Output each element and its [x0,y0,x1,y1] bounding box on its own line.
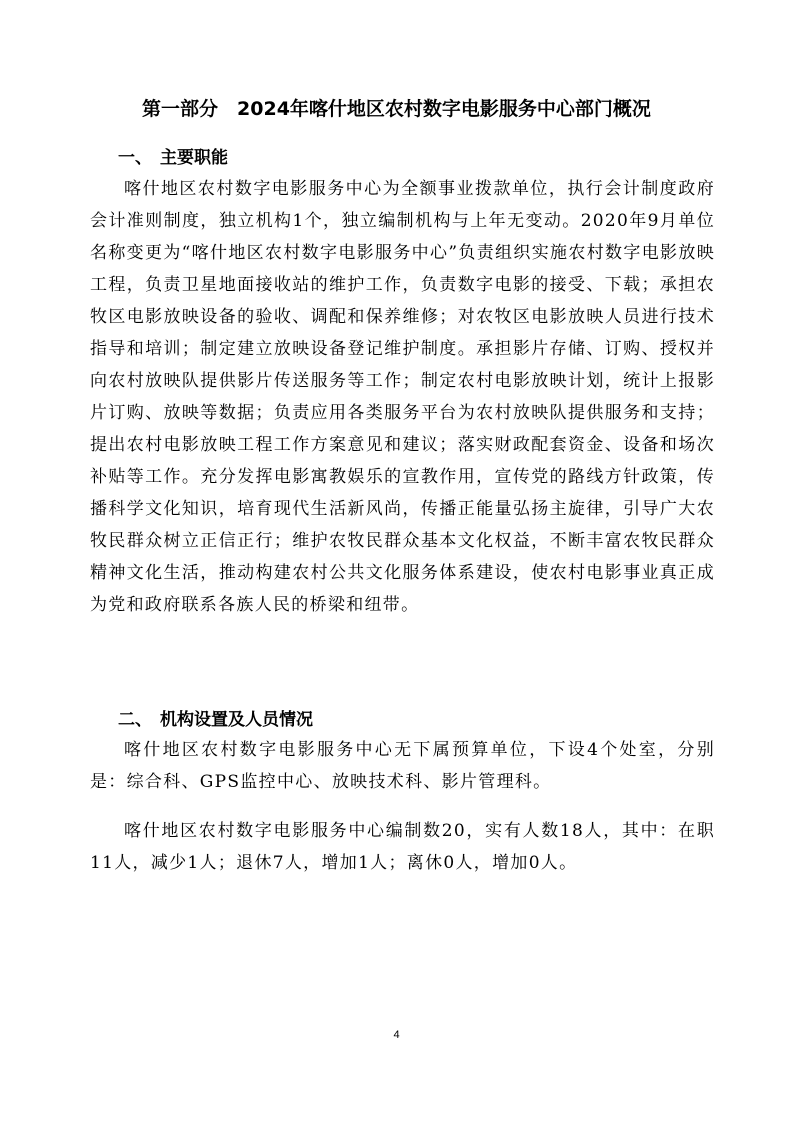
section-number: 一、 [118,148,152,168]
section-heading-organization-staff [118,708,313,732]
section-title: 机构设置及人员情况 [160,710,313,730]
page-number: 4 [393,1029,400,1041]
organization-paragraph: 喀什地区农村数字电影服务中心无下属预算单位，下设4个处室，分别是：综合科、GPS监控中心、放映技术科、影片管理科。 [90,740,715,792]
staff-paragraph: 喀什地区农村数字电影服务中心编制数20，实有人数18人，其中：在职11人，减少1人；退休7人，增加1人；离休0人，增加0人。 [90,821,715,873]
section-title: 主要职能 [160,148,228,168]
section-heading-main-functions [118,146,228,170]
page-title: 第一部分 2024年喀什地区农村数字电影服务中心部门概况 [142,98,651,120]
main-functions-paragraph: 喀什地区农村数字电影服务中心为全额事业拨款单位，执行会计制度政府会计准则制度，独立机构1个，独立编制机构与上年无变动。2020年9月单位名称变更为“喀什地区农村数字电影服务中心”负责组织实施农村数字电影放映工程，负责卫星地面接收站的维护工作，负责数字电影的接受、下载；承担农牧区电影放映设备的验收、调配和保养维修；对农牧区电影放映人员进行技术指导和培训；制定建立放映设备登记维护制度。承担影片存储、订购、授权并向农村放映队提供影片传送服务等工作；制定农村电影放映计划，统计上报影片订购、放映等数据；负责应用各类服务平台为农村放映队提供服务和支持；提出农村电影放映工程工作方案意见和建议；落实财政配套资金、设备和场次补贴等工作。充分发挥电影寓教娱乐的宣教作用，宣传党的路线方针政策，传播科学文化知识，培育现代生活新风尚，传播正能量弘扬主旋律，引导广大农牧民群众树立正信正行；维护农牧民群众基本文化权益，不断丰富农牧民群众精神文化生活，推动构建农村公共文化服务体系建设，使农村电影事业真正成为党和政府联系各族人民的桥梁和纽带。 [90,179,715,615]
section-number: 二、 [118,710,152,730]
